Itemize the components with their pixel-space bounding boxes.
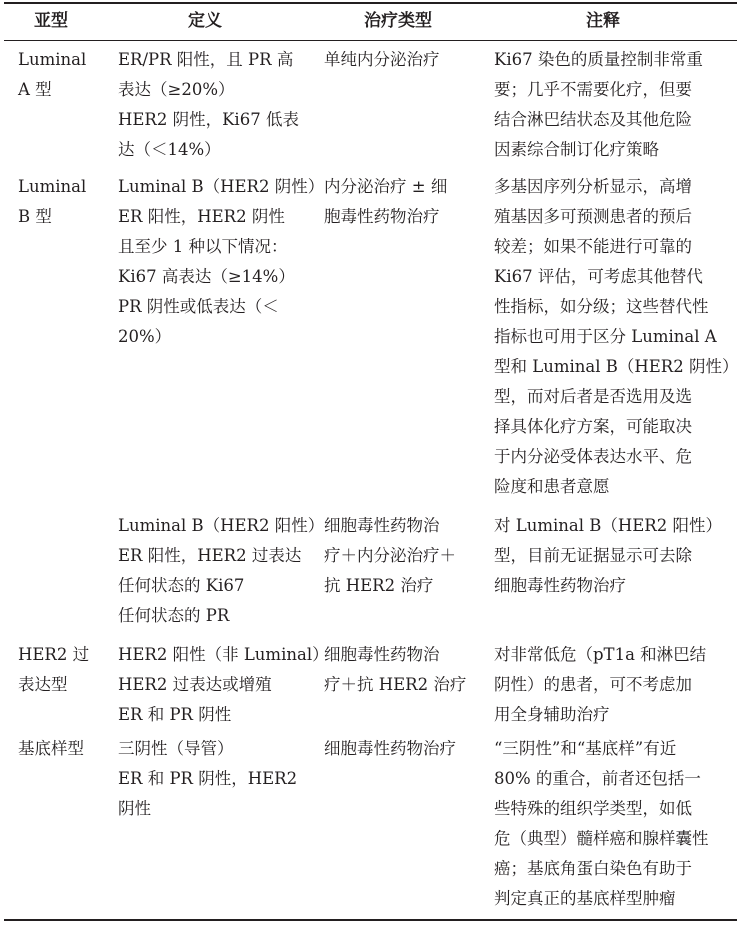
row-4-subtype xyxy=(18,640,89,700)
row-1-notes-line: 要；几乎不需要化疗，但要 xyxy=(494,80,692,99)
row-2-subtype-line: B 型 xyxy=(18,207,52,226)
row-4-notes-line: 阴性）的患者，可不考虑加 xyxy=(494,675,692,694)
row-2-notes-line: 指标也可用于区分 Luminal A xyxy=(494,327,717,346)
row-1-definition-line: HER2 阴性，Ki67 低表 xyxy=(118,110,299,129)
row-5-notes xyxy=(494,734,709,914)
row-2-notes-line: 较差；如果不能进行可靠的 xyxy=(494,237,692,256)
row-5-subtype-line: 基底样型 xyxy=(18,739,84,758)
row-2-notes-line: 殖基因多可预测患者的预后 xyxy=(494,207,692,226)
row-3-notes-line: 细胞毒性药物治疗 xyxy=(494,576,626,595)
header-definition: 定义 xyxy=(188,11,222,31)
row-3-definition-line: 任何状态的 PR xyxy=(118,606,230,625)
row-4-treatment-line: 疗＋抗 HER2 治疗 xyxy=(324,675,467,694)
row-2-definition-line: Ki67 高表达（≥14%） xyxy=(118,267,295,286)
row-4-subtype-line: HER2 过 xyxy=(18,645,90,664)
row-2-definition-line: 且至少 1 种以下情况： xyxy=(118,237,288,256)
row-1-treatment-line: 单纯内分泌治疗 xyxy=(324,50,440,69)
row-2-notes xyxy=(494,172,738,502)
row-3-definition xyxy=(118,511,324,631)
row-1-subtype-line: Luminal xyxy=(18,50,87,69)
row-4-subtype-line: 表达型 xyxy=(18,675,68,694)
row-1-definition-line: ER/PR 阳性，且 PR 高 xyxy=(118,50,294,69)
row-2-notes-line: 多基因序列分析显示，高增 xyxy=(494,177,692,196)
row-5-treatment-line: 细胞毒性药物治疗 xyxy=(324,739,456,758)
row-3-definition-line: Luminal B（HER2 阳性） xyxy=(118,516,325,535)
row-1-notes xyxy=(494,45,703,165)
row-1-notes-line: 因素综合制订化疗策略 xyxy=(494,140,659,159)
row-5-treatment xyxy=(324,734,456,764)
row-2-notes-line: 型和 Luminal B（HER2 阴性） xyxy=(494,357,739,376)
row-1-definition-line: 达（＜14%） xyxy=(118,140,221,159)
row-4-notes-line: 用全身辅助治疗 xyxy=(494,705,610,724)
row-3-treatment xyxy=(324,511,456,601)
row-5-definition-line: ER 和 PR 阴性，HER2 xyxy=(118,769,298,788)
row-2-definition-line: PR 阴性或低表达（＜ xyxy=(118,297,279,316)
row-4-definition-line: HER2 过表达或增殖 xyxy=(118,675,272,694)
row-2-treatment xyxy=(324,172,447,232)
row-2-definition xyxy=(118,172,324,352)
row-2-notes-line: 型，而对后者是否选用及选 xyxy=(494,387,692,406)
row-2-treatment-line: 内分泌治疗 ± 细 xyxy=(324,177,448,196)
row-2-definition-line: Luminal B（HER2 阴性） xyxy=(118,177,325,196)
row-3-treatment-line: 疗＋内分泌治疗＋ xyxy=(324,546,456,565)
table-top-rule xyxy=(4,2,737,4)
row-1-notes-line: Ki67 染色的质量控制非常重 xyxy=(494,50,703,69)
row-5-definition xyxy=(118,734,297,824)
row-1-definition xyxy=(118,45,299,165)
row-5-definition-line: 三阴性（导管） xyxy=(118,739,234,758)
row-1-definition-line: 表达（≥20%） xyxy=(118,80,235,99)
row-2-subtype xyxy=(18,172,86,232)
row-3-notes-line: 型，目前无证据显示可去除 xyxy=(494,546,692,565)
row-2-subtype-line: Luminal xyxy=(18,177,87,196)
row-1-treatment xyxy=(324,45,440,75)
table-header-rule xyxy=(4,40,737,41)
row-3-notes xyxy=(494,511,722,601)
row-4-treatment xyxy=(324,640,466,700)
row-2-notes-line: Ki67 评估，可考虑其他替代 xyxy=(494,267,703,286)
row-2-notes-line: 险度和患者意愿 xyxy=(494,477,610,496)
row-5-notes-line: 危（典型）髓样癌和腺样囊性 xyxy=(494,829,709,848)
table-bottom-rule xyxy=(4,919,737,921)
row-5-notes-line: “三阴性”和“基底样”有近 xyxy=(494,739,677,758)
row-2-definition-line: ER 阳性，HER2 阴性 xyxy=(118,207,285,226)
row-3-notes-line: 对 Luminal B（HER2 阳性） xyxy=(494,516,722,535)
row-3-treatment-line: 细胞毒性药物治 xyxy=(324,516,440,535)
header-treatment: 治疗类型 xyxy=(364,11,432,31)
header-subtype: 亚型 xyxy=(34,11,68,31)
row-2-treatment-line: 胞毒性药物治疗 xyxy=(324,207,440,226)
row-4-definition-line: ER 和 PR 阴性 xyxy=(118,705,232,724)
row-4-treatment-line: 细胞毒性药物治 xyxy=(324,645,440,664)
row-5-definition-line: 阴性 xyxy=(118,799,151,818)
row-5-notes-line: 些特殊的组织学类型，如低 xyxy=(494,799,692,818)
row-2-definition-line: 20%） xyxy=(118,327,172,346)
row-3-definition-line: 任何状态的 Ki67 xyxy=(118,576,245,595)
row-5-notes-line: 判定真正的基底样型肿瘤 xyxy=(494,889,676,908)
row-4-definition xyxy=(118,640,329,730)
row-4-notes-line: 对非常低危（pT1a 和淋巴结 xyxy=(494,645,707,664)
row-5-notes-line: 癌；基底角蛋白染色有助于 xyxy=(494,859,692,878)
row-2-notes-line: 于内分泌受体表达水平、危 xyxy=(494,447,692,466)
row-3-treatment-line: 抗 HER2 治疗 xyxy=(324,576,434,595)
row-2-notes-line: 性指标，如分级；这些替代性 xyxy=(494,297,709,316)
row-5-notes-line: 80% 的重合，前者还包括一 xyxy=(494,769,701,788)
row-5-subtype xyxy=(18,734,84,764)
row-1-subtype-line: A 型 xyxy=(18,80,52,99)
row-2-notes-line: 择具体化疗方案，可能取决 xyxy=(494,417,692,436)
header-notes: 注释 xyxy=(586,11,620,31)
row-1-notes-line: 结合淋巴结状态及其他危险 xyxy=(494,110,692,129)
row-3-definition-line: ER 阳性，HER2 过表达 xyxy=(118,546,302,565)
row-1-subtype xyxy=(18,45,86,105)
row-4-definition-line: HER2 阳性（非 Luminal） xyxy=(118,645,329,664)
row-4-notes xyxy=(494,640,706,730)
